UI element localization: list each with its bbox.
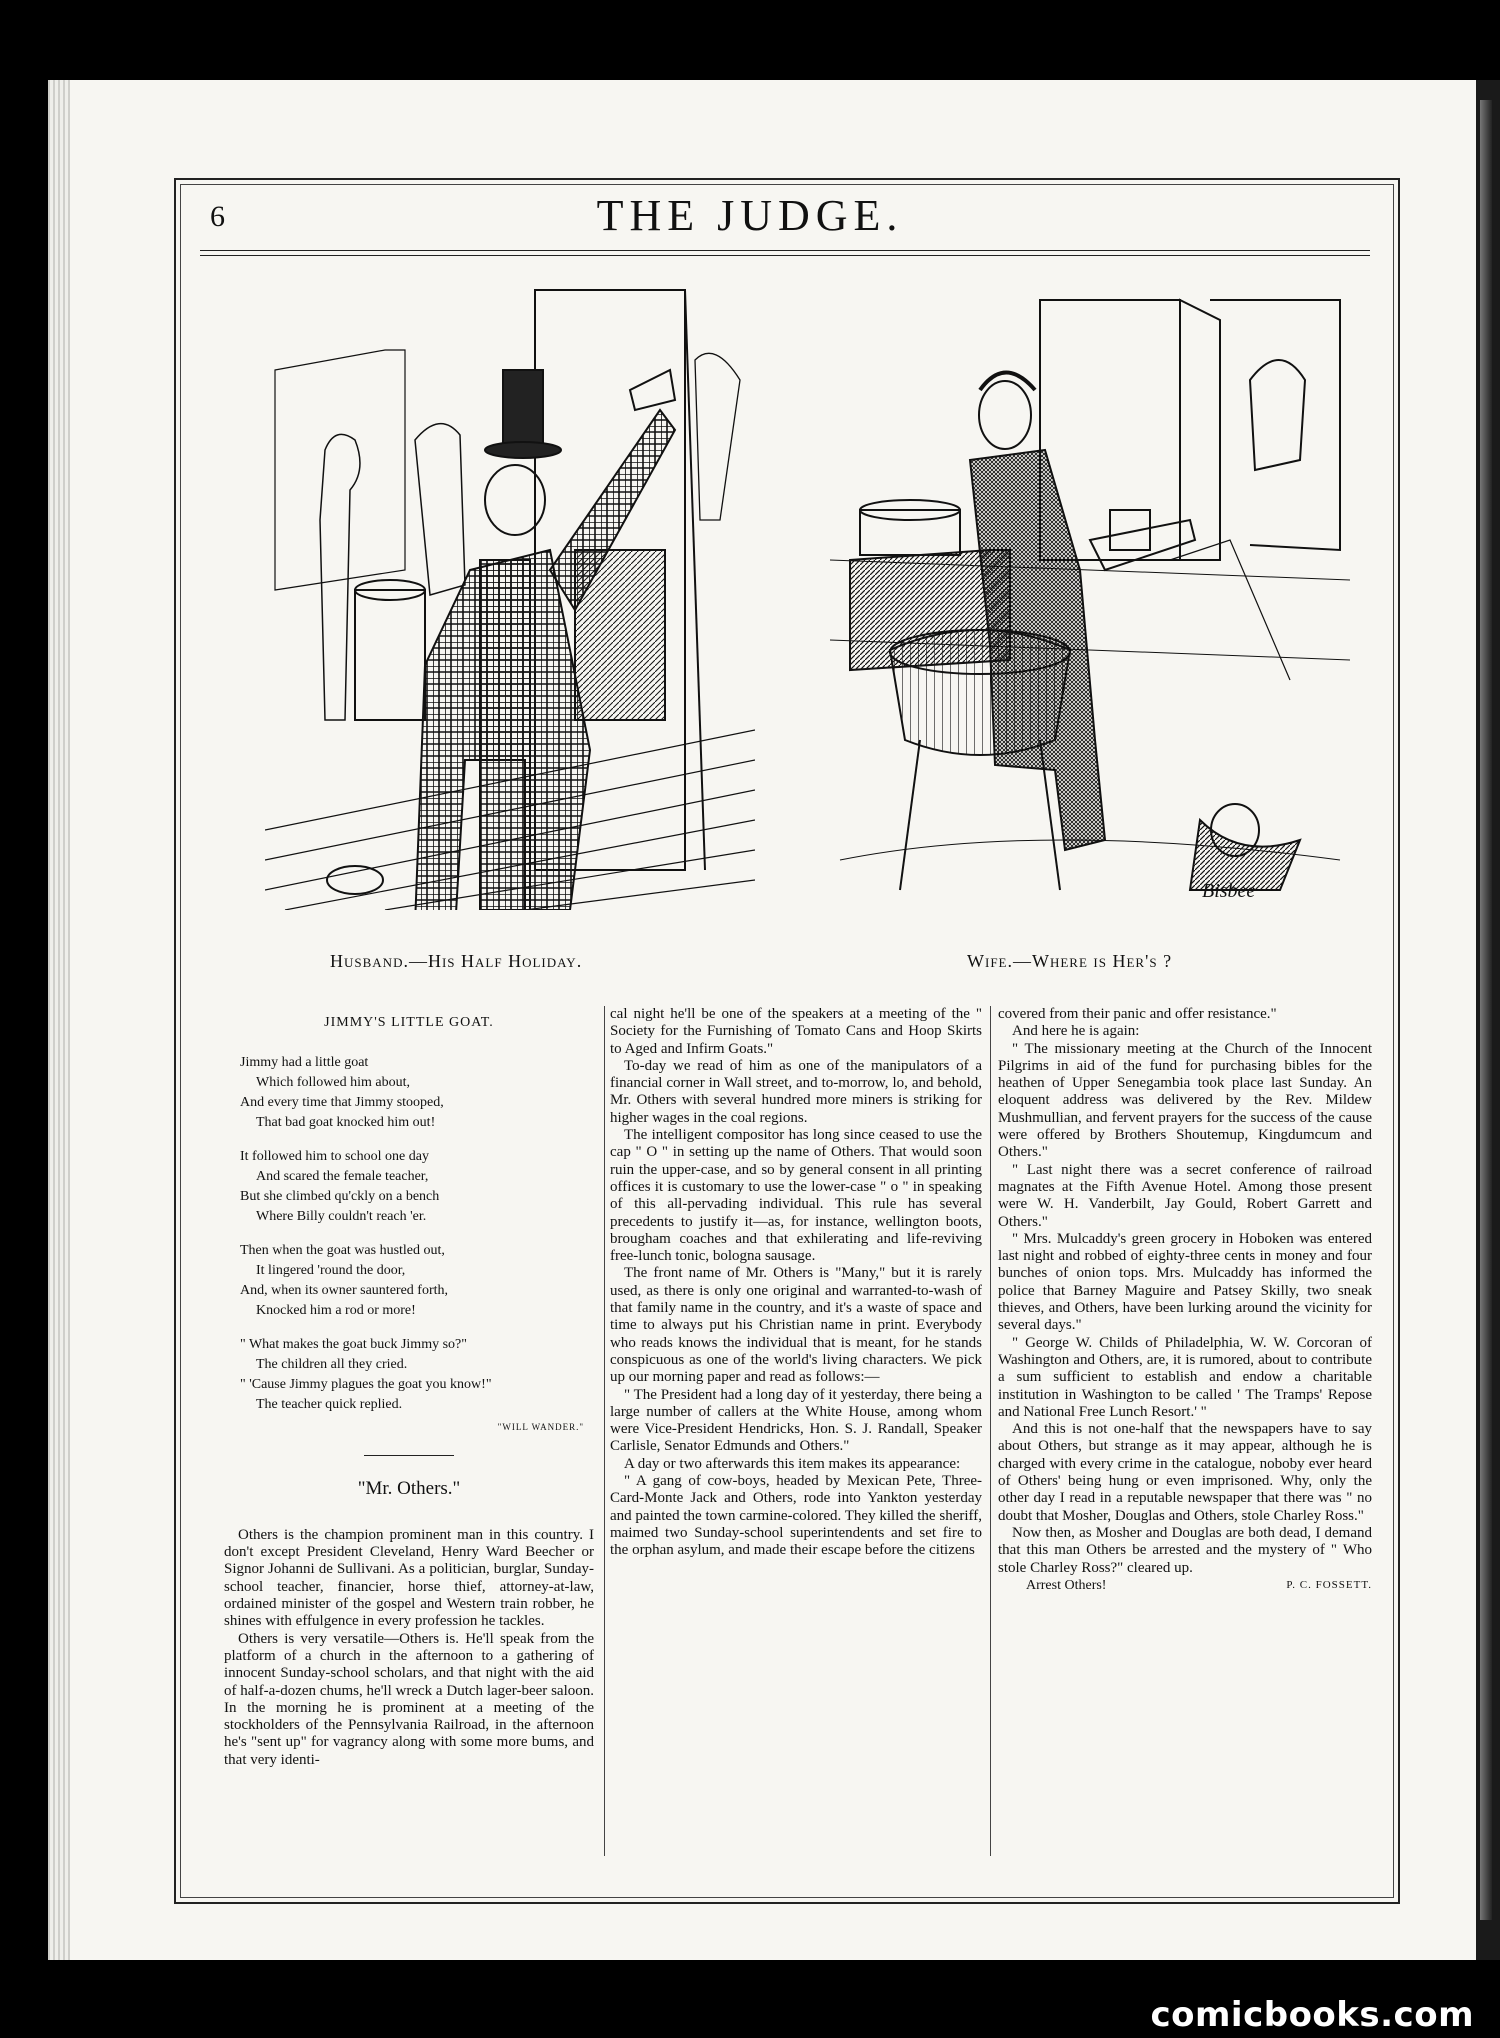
paragraph: Others is the champion prominent man in this country. I don't except President Cleveland, Henry Ward Beecher or Signor Johanni de Sullivani. As a politician, burglar, Sunday-school teacher, financier, horse thief, attorney-at-law, ordained minister of the gospel and Western train robber, he shines with effulgence in every profession he tackles. [224, 1526, 594, 1630]
paragraph: And this is not one-half that the newspapers have to say about Others, but strange as it may appear, although he is charged with every crime in the catalogue, noboby ever heard of Others' being hung or even imprisoned. Why, only the other day I read in a reputable newspaper that there was " no doubt that Mosher, Douglas and Others, stole Charley Ross." [998, 1421, 1372, 1524]
page-stack-edge [48, 80, 70, 1960]
paragraph: " Last night there was a secret conference of railroad magnates at the Fifth Avenue Hotel. Among those present were W. H. Vanderbilt, Jay Gould, Robert Garrett and Others." [998, 1161, 1372, 1230]
poem-title: JIMMY'S LITTLE GOAT. [324, 1015, 494, 1030]
right-page-edge [1476, 80, 1500, 1960]
page-number: 6 [210, 200, 225, 233]
column-rule [990, 1006, 991, 1856]
paragraph: The intelligent compositor has long since ceased to use the cap " O " in setting up the name of Others. That would soon ruin the upper-case, and so by general consent in all printing offices it is customary to use the lower-case " o " in speaking of this all-pervading individual. This rule has several precedents to justify it—as, for instance, wellington boots, brougham coaches and that exhilerating and life-reviving free-lunch tonic, bologna sausage. [610, 1127, 982, 1265]
masthead-rule-2 [200, 255, 1370, 256]
column-2 [610, 1006, 982, 1560]
caption-wife: Wife.—Where is Her's ? [967, 951, 1173, 971]
paragraph: " Mrs. Mulcaddy's green grocery in Hoboken was entered last night and robbed of eighty-three cents in money and four bunches of onion tops. Mrs. Mulcaddy has informed the police that Barney Maguire and Patsey Skilly, two sneak thieves, and Others, have been lurking around the vicinity for several days." [998, 1230, 1372, 1334]
artist-signature: Bisbee [1202, 880, 1256, 902]
paragraph: cal night he'll be one of the speakers at a meeting of the " Society for the Furnishing of Tomato Cans and Hoop Skirts to Aged and Infirm Goats." [610, 1006, 982, 1057]
section-divider [364, 1455, 454, 1456]
caption-husband: Husband.—His Half Holiday. [330, 951, 583, 971]
paragraph: The front name of Mr. Others is "Many," but it is rarely used, as there is only one original and warranted-to-wash of that family name in the country, and it's a waste of space and time to always put his Christian name in print. Everybody who reads knows the individual that is meant, for he stands conspicuous as one of the world's living characters. We pick up our morning paper and read as follows:— [610, 1265, 982, 1386]
column-3 [998, 1006, 1372, 1594]
paragraph: Others is very versatile—Others is. He'll speak from the platform of a church in the afternoon to a gathering of innocent Sunday-school scholars, and that night with the aid of half-a-dozen chums, he'll wreck a Dutch lager-beer saloon. In the morning he is prominent at a meeting of the stockholders of the Pennsylvania Railroad, in the afternoon he's "sent up" for vagrancy along with some more bums, and that very identi- [224, 1630, 594, 1768]
paragraph: A day or two afterwards this item makes its appearance: [624, 1455, 961, 1472]
poem-stanza: Jimmy had a little goat Which followed him about, And every time that Jimmy stooped, That bad goat knocked him out! [240, 1055, 444, 1131]
article-signoff [998, 1577, 1372, 1594]
paragraph: And here he is again: [1012, 1023, 1140, 1040]
column-1 [224, 1006, 594, 1769]
closing-line: Arrest Others! [1026, 1577, 1107, 1593]
paragraph: " A gang of cow-boys, headed by Mexican Pete, Three-Card-Monte Jack and Others, rode into Yankton yesterday and painted the town carmine-colored. They killed the sheriff, maimed two Sunday-school superintendents and set fire to the orphan asylum, and made their escape before the citizens [610, 1473, 982, 1559]
watermark-brand: comicbooks.com [1150, 1995, 1474, 2035]
poem-stanza: " What makes the goat buck Jimmy so?" The children all they cried. " 'Cause Jimmy plagues the goat you know!" The teacher quick replied. [240, 1337, 492, 1413]
poem-body [224, 1053, 594, 1415]
masthead-rule [200, 250, 1370, 251]
article-title: "Mr. Others." [357, 1477, 461, 1499]
paragraph: " The missionary meeting at the Church of the Innocent Pilgrims in aid of the fund for purchasing bibles for the heathen of Upper Senegambia took place last Sunday. An eloquent address was delivered by the Rev. Mildew Mushmullian, and fervent prayers for the success of the cause were offered by Brothers Shoutemup, Kingdumcum and Others." [998, 1040, 1372, 1161]
poem-stanza: It followed him to school one day And scared the female teacher, But she climbed qu'ckly on a bench Where Billy couldn't reach 'er. [240, 1149, 440, 1225]
illustration-wife [830, 260, 1350, 920]
paragraph: " George W. Childs of Philadelphia, W. W. Corcoran of Washington and Others, are, it is rumored, about to contribute a sum sufficient to establish and endow a charitable institution in Washington to be called ' The Tramps' Repose and National Free Lunch Resort.' " [998, 1334, 1372, 1420]
author-signature: P. C. FOSSETT. [1286, 1578, 1372, 1591]
paragraph: " The President had a long day of it yesterday, there being a large number of callers at the White House, among whom were Vice-President Hendricks, Hon. S. J. Randall, Speaker Carlisle, Senator Edmunds and Others." [610, 1386, 982, 1455]
masthead-title: THE JUDGE. [596, 191, 904, 240]
poem-stanza: Then when the goat was hustled out, It lingered 'round the door, And, when its owner sauntered forth, Knocked him a rod or more! [240, 1243, 449, 1319]
paragraph: To-day we read of him as one of the manipulators of a financial corner in Wall street, and to-morrow, lo, and behold, Mr. Others with several hundred more miners is striking for higher wages in the coal regions. [610, 1057, 982, 1126]
column-rule [604, 1006, 605, 1856]
paragraph: covered from their panic and offer resistance." [998, 1006, 1277, 1022]
illustration-husband [265, 270, 755, 910]
paragraph: Now then, as Mosher and Douglas are both dead, I demand that this man Others be arrested and the mystery of " Who stole Charley Ross?" cleared up. [998, 1524, 1372, 1576]
poem-author: "WILL WANDER." [497, 1422, 584, 1433]
